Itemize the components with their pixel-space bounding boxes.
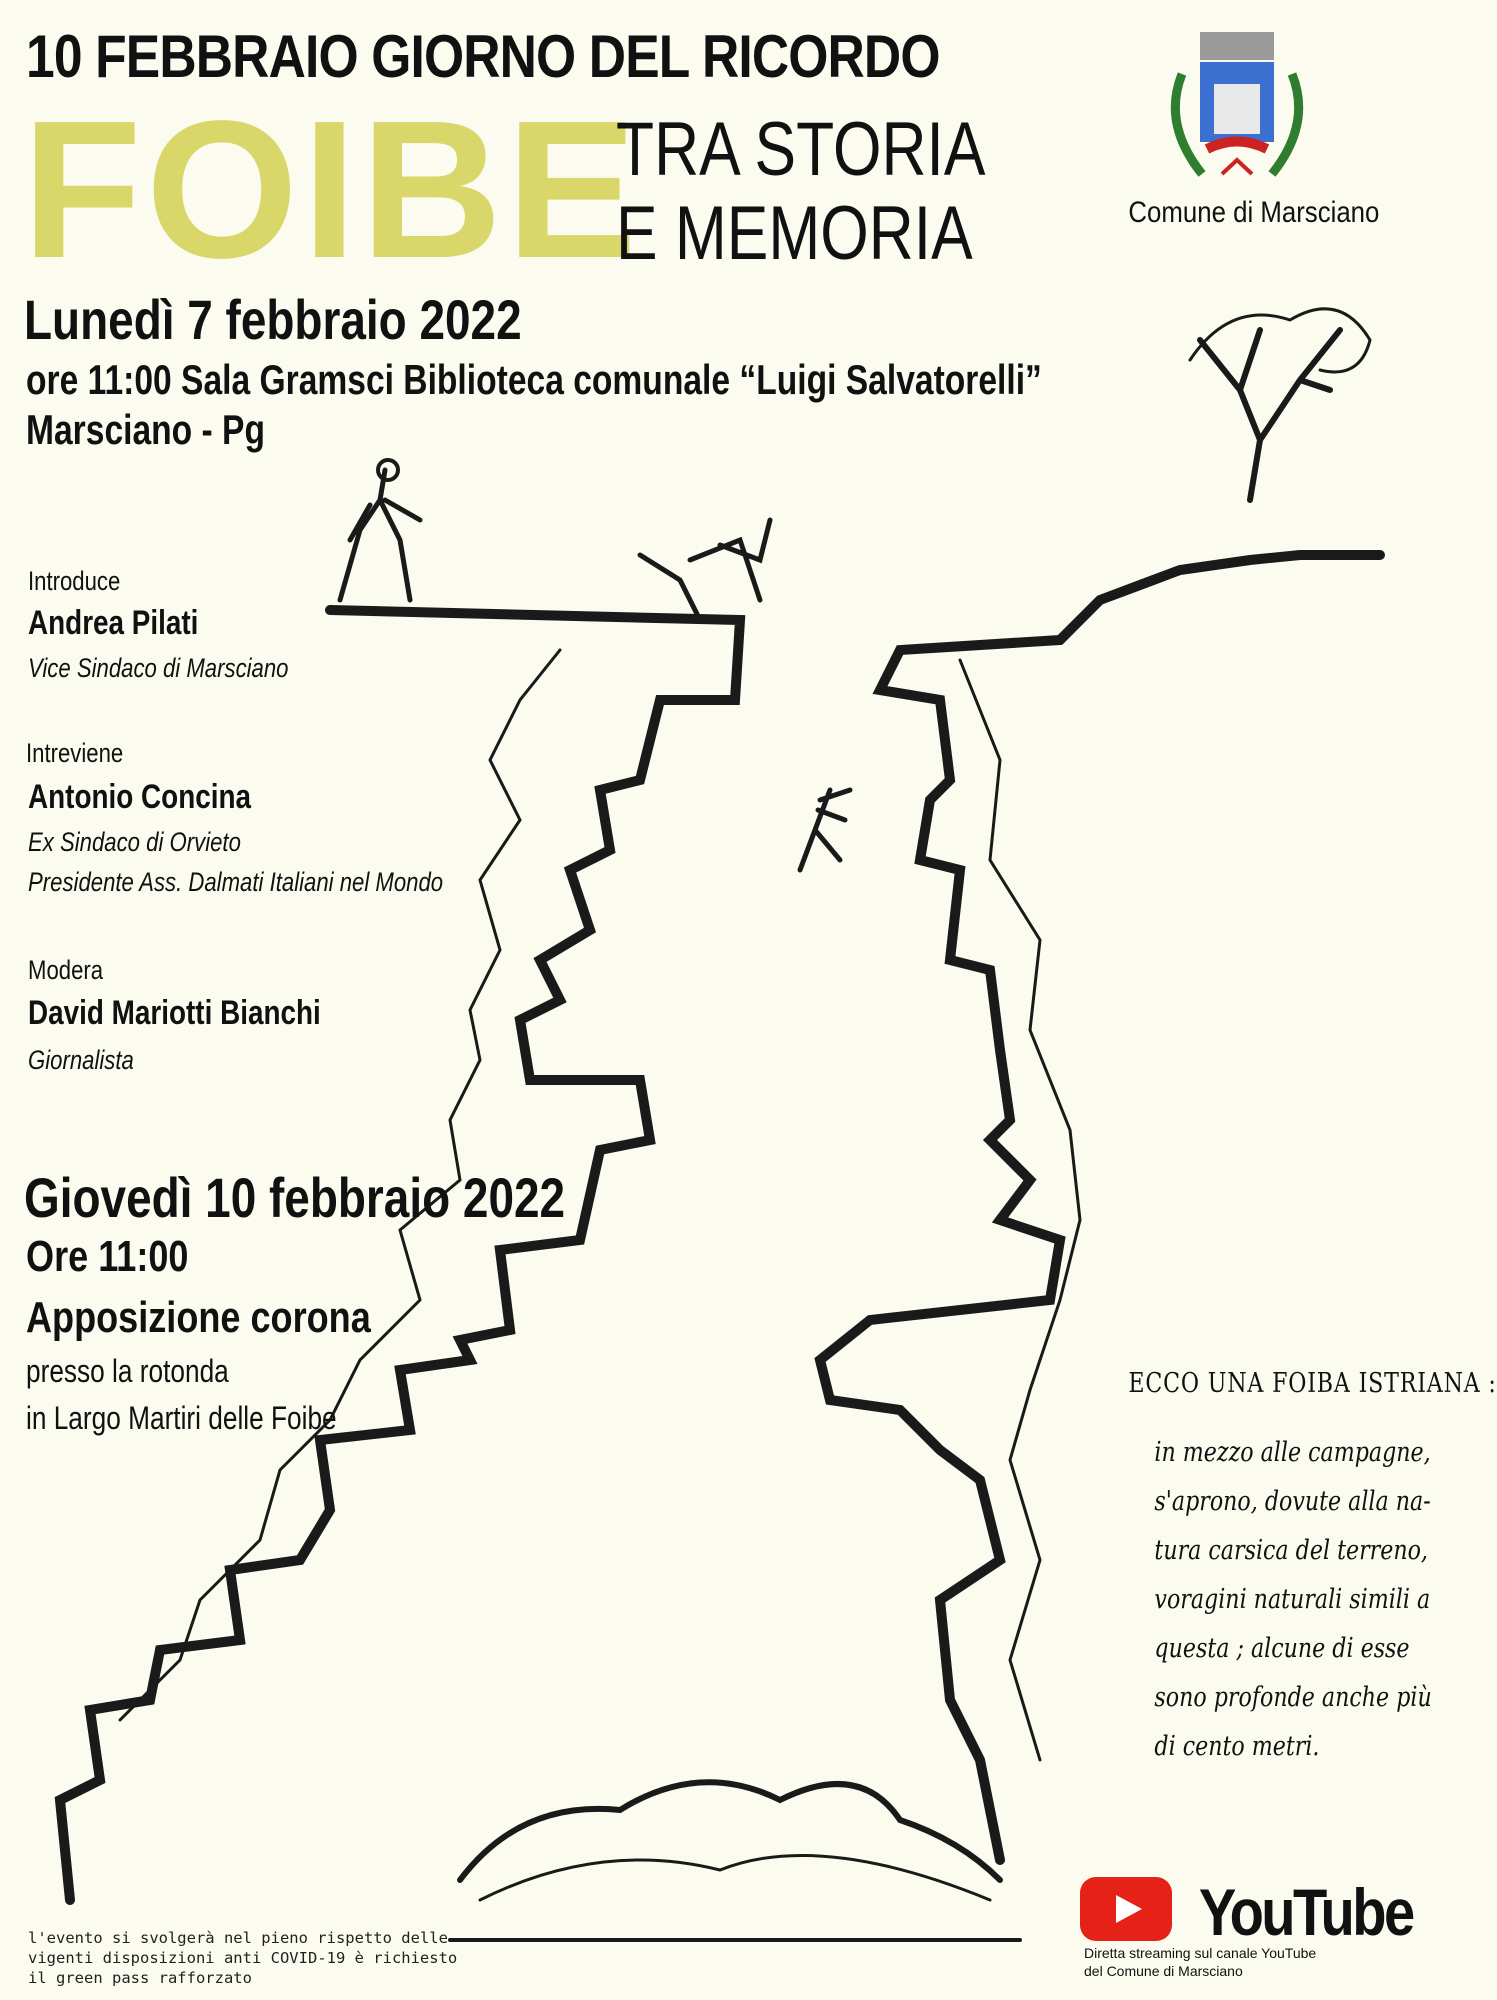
- caption-line: tura carsica del terreno,: [1154, 1535, 1428, 1566]
- subtitle-line: E MEMORIA: [616, 191, 973, 276]
- speaker-name: Antonio Concina: [28, 778, 252, 816]
- speaker-name: David Mariotti Bianchi: [28, 994, 321, 1032]
- event1-date: Lunedì 7 febbraio 2022: [24, 288, 522, 351]
- coat-of-arms-icon: [1152, 24, 1322, 196]
- subtitle-line: TRA STORIA: [616, 107, 986, 192]
- youtube-play-icon[interactable]: [1080, 1877, 1172, 1941]
- speaker-role: Intreviene: [26, 738, 124, 768]
- youtube-caption-line: del Comune di Marsciano: [1084, 1963, 1243, 1979]
- subtitle: [616, 108, 985, 276]
- speaker-desc: Ex Sindaco di Orvieto: [28, 827, 241, 857]
- caption-line: di cento metri.: [1154, 1731, 1320, 1762]
- caption-line: questa ; alcune di esse: [1154, 1633, 1410, 1664]
- event2-time: Ore 11:00: [26, 1232, 189, 1281]
- speaker-name: Andrea Pilati: [28, 604, 199, 642]
- speaker-desc: Giornalista: [28, 1045, 134, 1075]
- figure-falling: [800, 790, 850, 870]
- speaker-desc: Vice Sindaco di Marsciano: [28, 653, 289, 683]
- figures-group: [640, 520, 770, 620]
- caption-line: sono profonde anche più: [1154, 1682, 1432, 1713]
- youtube-wordmark[interactable]: YouTube: [1198, 1875, 1413, 1949]
- speaker-role: Modera: [28, 955, 104, 985]
- main-title: FOIBE: [22, 80, 641, 299]
- covid-note-line: vigenti disposizioni anti COVID-19 è richiesto: [28, 1949, 458, 1967]
- event1-place: [26, 355, 1042, 455]
- covid-note-line: il green pass rafforzato: [28, 1969, 252, 1987]
- speaker-desc: Presidente Ass. Dalmati Italiani nel Mondo: [28, 867, 444, 897]
- youtube-caption-line: Diretta streaming sul canale YouTube: [1084, 1945, 1317, 1961]
- event1-place-line: ore 11:00 Sala Gramsci Biblioteca comunale “Luigi Salvatorelli”: [26, 356, 1042, 403]
- municipality-name: Comune di Marsciano: [1128, 196, 1380, 229]
- figure-top-left: [340, 470, 420, 600]
- caption-heading: ECCO UNA FOIBA ISTRIANA :: [1128, 1368, 1497, 1399]
- event2-line: presso la rotonda: [26, 1353, 229, 1389]
- youtube-caption: [1084, 1944, 1316, 1980]
- tree: [1200, 330, 1340, 500]
- event2-title: Apposizione corona: [26, 1293, 371, 1342]
- covid-note: [28, 1928, 457, 1988]
- speaker-role: Introduce: [28, 566, 121, 596]
- event2-line: in Largo Martiri delle Foibe: [26, 1400, 337, 1436]
- event2-date: Giovedì 10 febbraio 2022: [24, 1166, 566, 1229]
- event1-place-line: Marsciano - Pg: [26, 406, 265, 453]
- caption-line: in mezzo alle campagne,: [1154, 1437, 1431, 1468]
- covid-note-line: l'evento si svolgerà nel pieno rispetto delle: [28, 1929, 448, 1947]
- event-heading: 10 FEBBRAIO GIORNO DEL RICORDO: [26, 23, 940, 90]
- caption-line: s'aprono, dovute alla na-: [1154, 1486, 1431, 1517]
- caption-line: voragini naturali simili a: [1154, 1584, 1431, 1615]
- caption-text: [1154, 1428, 1431, 1771]
